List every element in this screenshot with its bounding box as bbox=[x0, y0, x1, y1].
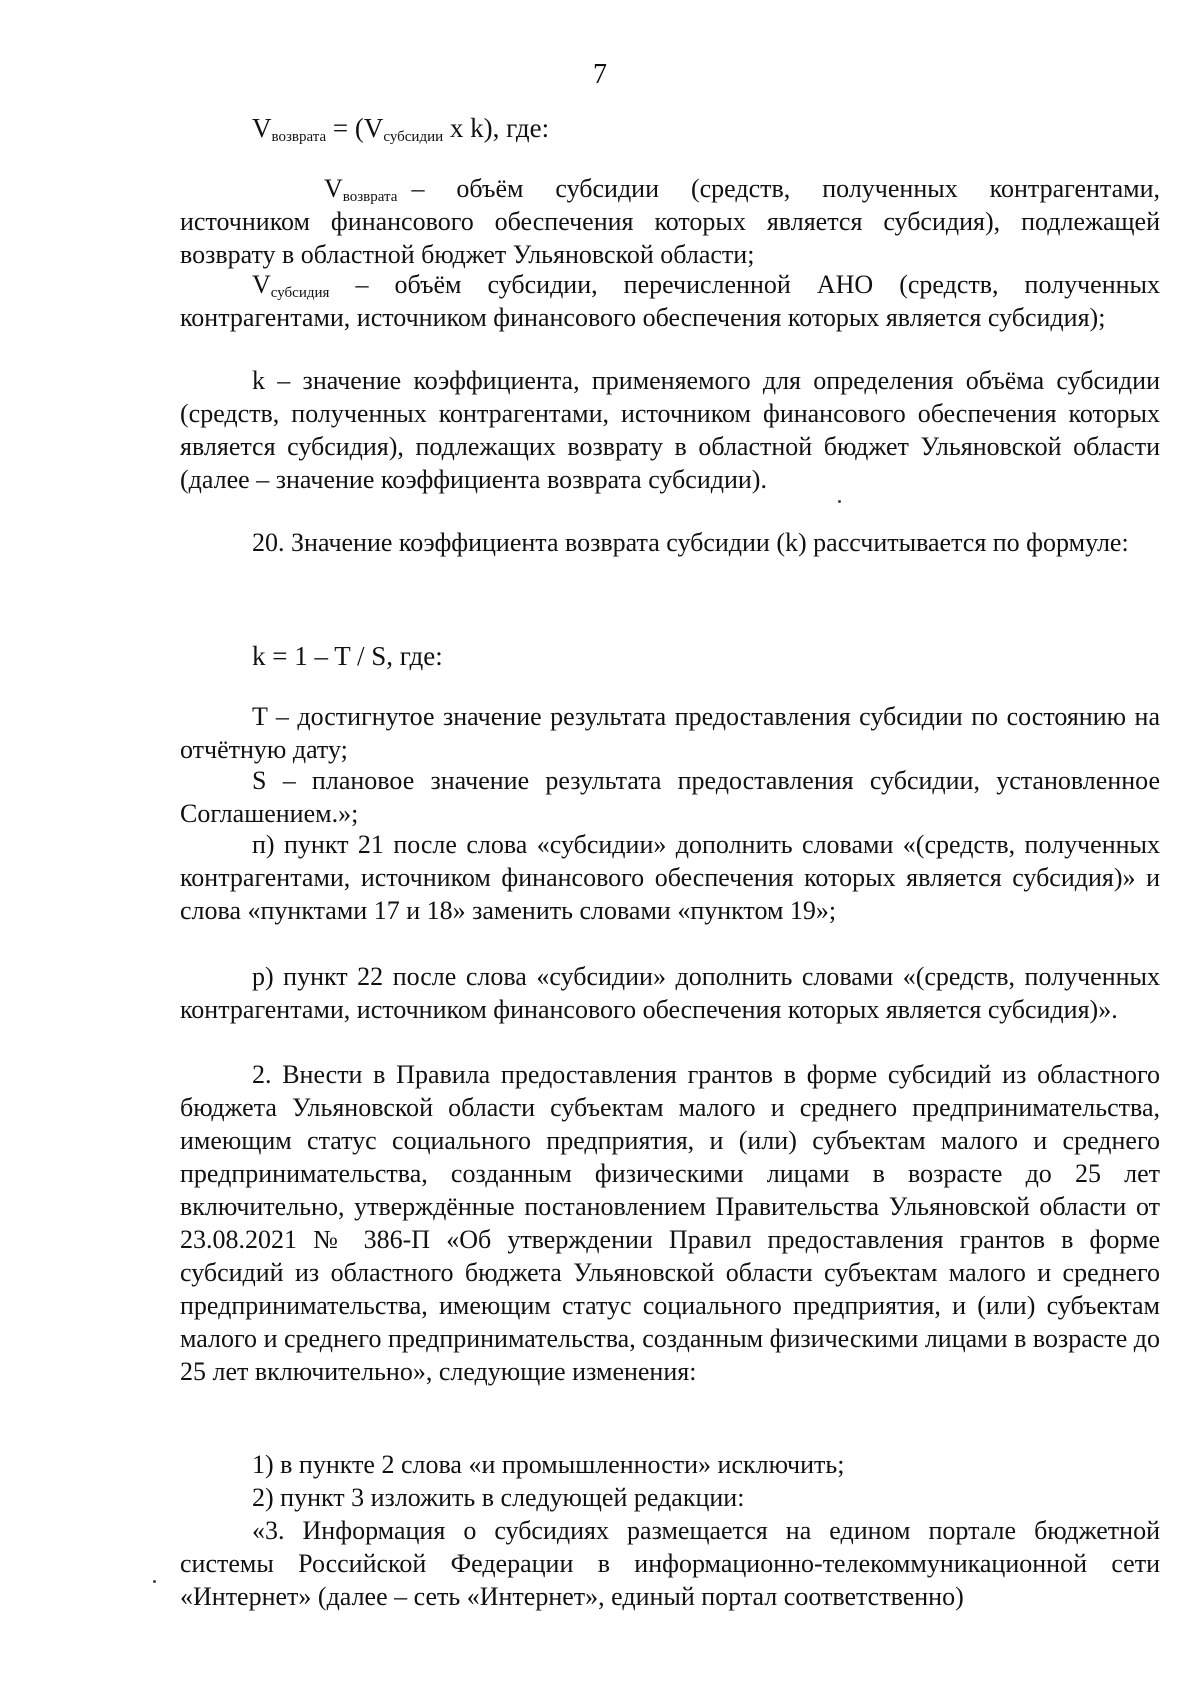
definition-v-return bbox=[180, 172, 1160, 271]
page-number: 7 bbox=[593, 59, 607, 90]
formula-rhs: x k), где: bbox=[443, 113, 550, 143]
paragraph-20: 20. Значение коэффициента возврата субсидии (k) рассчитывается по формуле: bbox=[252, 528, 1129, 557]
return-volume-formula bbox=[252, 112, 549, 145]
subitem-p: п) пункт 21 после слова «субсидии» дополнить словами «(средств, полученных контрагентами, источником финансового обеспечения которых является субсидия)» и слова «пунктами 17 и 18» заменить словами «пунктом 19»; bbox=[180, 830, 1160, 925]
item-2: 2) пункт 3 изложить в следующей редакции: bbox=[252, 1483, 745, 1512]
coefficient-formula: k = 1 – T / S, где: bbox=[252, 641, 443, 671]
paragraph-2: 2. Внести в Правила предоставления грантов в форме субсидий из областного бюджета Ульяновской области субъектам малого и среднего предпринимательства, имеющим статус социального предприятия, и (или) субъектам малого и среднего предпринимательства, созданным физическими лицами в возрасте до 25 лет включительно, утверждённые постановлением Правительства Ульяновской области от 23.08.2021 № 386-П «Об утверждении Правил предоставления грантов в форме субсидий из областного бюджета Ульяновской области субъектам малого и среднего предпринимательства, имеющим статус социального предприятия, и (или) субъектам малого и среднего предпринимательства, созданным физическими лицами в возрасте до 25 лет включительно», следующие изменения: bbox=[180, 1060, 1160, 1386]
definition-s: S – плановое значение результата предоставления субсидии, установленное Соглашением.»; bbox=[180, 766, 1160, 828]
paragraph-3: «3. Информация о субсидиях размещается на едином портале бюджетной системы Российской Федерации в информационно-телекоммуникационной сети «Интернет» (далее – сеть «Интернет», единый портал соответственно) bbox=[180, 1516, 1160, 1611]
formula-subscript: субсидии bbox=[383, 129, 444, 145]
scan-speck bbox=[153, 1580, 156, 1583]
definition-text: – объём субсидии, перечисленной АНО (средств, полученных контрагентами, источником финансового обеспечения которых является субсидия); bbox=[180, 270, 1160, 332]
formula-subscript: возврата bbox=[271, 129, 327, 145]
definition-symbol: $V_{субсидия}$ bbox=[252, 270, 330, 301]
subitem-r: р) пункт 22 после слова «субсидии» дополнить словами «(средств, полученных контрагентами, источником финансового обеспечения которых является субсидия)». bbox=[180, 962, 1160, 1024]
formula-middle: = (V bbox=[326, 113, 384, 143]
item-1: 1) в пункте 2 слова «и промышленности» исключить; bbox=[252, 1450, 845, 1479]
definition-v-subsidy bbox=[180, 268, 1160, 334]
definition-t: T – достигнутое значение результата предоставления субсидии по состоянию на отчётную дату; bbox=[180, 702, 1160, 764]
definition-k: k – значение коэффициента, применяемого для определения объёма субсидии (средств, полученных контрагентами, источником финансового обеспечения которых является субсидия), подлежащих возврату в областной бюджет Ульяновской области (далее – значение коэффициента возврата субсидии). bbox=[180, 366, 1160, 494]
definition-symbol: $V_{возврата}$ bbox=[324, 174, 398, 205]
definition-text: – объём субсидии (средств, полученных контрагентами, источником финансового обеспечения которых является субсидия), подлежащей возврату в областной бюджет Ульяновской области; bbox=[180, 174, 1160, 269]
scan-speck bbox=[838, 500, 841, 503]
formula-var: V bbox=[252, 113, 272, 143]
